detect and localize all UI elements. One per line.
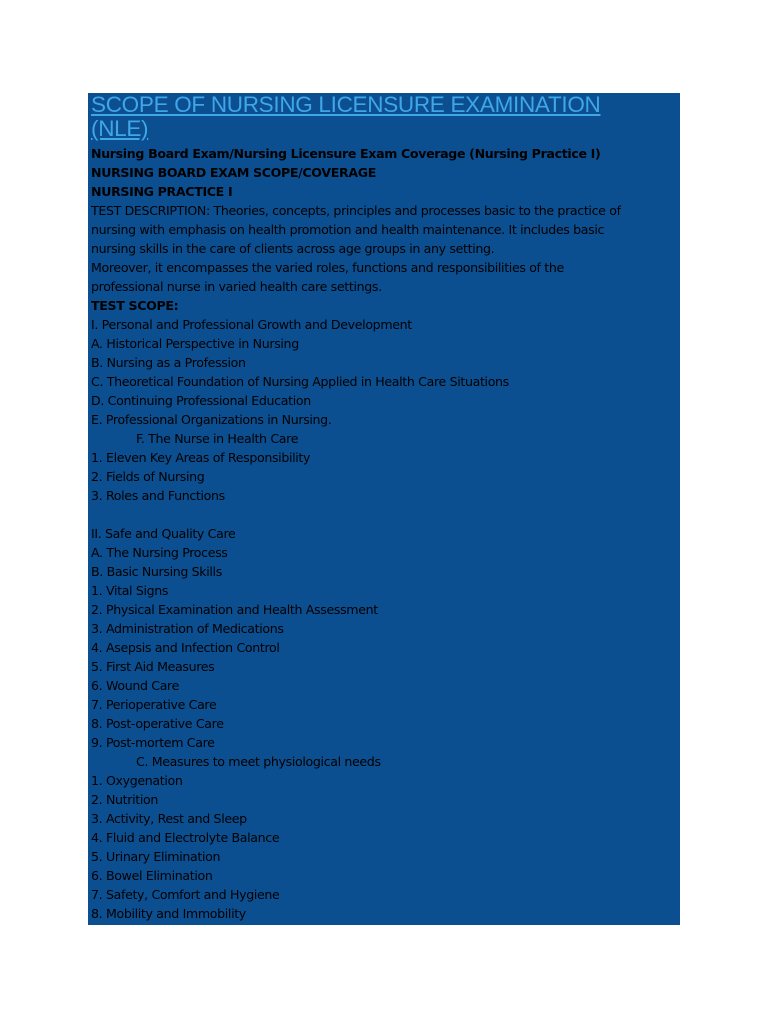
scope-heading: NURSING BOARD EXAM SCOPE/COVERAGE xyxy=(91,165,376,180)
list-item: 1. Oxygenation xyxy=(91,773,183,788)
description-line: nursing skills in the care of clients across age groups in any setting. xyxy=(91,241,495,256)
list-item: 1. Vital Signs xyxy=(91,583,169,598)
list-item: 8. Post-operative Care xyxy=(91,716,224,731)
title-line[interactable]: SCOPE OF NURSING LICENSURE EXAMINATION xyxy=(91,93,601,117)
list-item: 6. Bowel Elimination xyxy=(91,868,213,883)
list-item: 7. Perioperative Care xyxy=(91,697,217,712)
list-item: A. Historical Perspective in Nursing xyxy=(91,336,299,351)
test-scope-label: TEST SCOPE: xyxy=(91,298,179,313)
list-item: 2. Nutrition xyxy=(91,792,158,807)
section-personal-growth xyxy=(91,315,677,505)
list-item: D. Continuing Professional Education xyxy=(91,393,311,408)
list-item: 5. Urinary Elimination xyxy=(91,849,221,864)
blank-line xyxy=(91,505,677,524)
list-item: 6. Wound Care xyxy=(91,678,180,693)
section-safe-quality-care xyxy=(91,524,677,923)
coverage-heading: Nursing Board Exam/Nursing Licensure Exam Coverage (Nursing Practice I) xyxy=(91,146,601,161)
list-item: 7. Safety, Comfort and Hygiene xyxy=(91,887,280,902)
list-item: B. Nursing as a Profession xyxy=(91,355,246,370)
list-item: 4. Fluid and Electrolyte Balance xyxy=(91,830,280,845)
practice-heading: NURSING PRACTICE I xyxy=(91,184,233,199)
list-item: B. Basic Nursing Skills xyxy=(91,564,222,579)
list-item: E. Professional Organizations in Nursing. xyxy=(91,412,332,427)
content-panel xyxy=(88,93,680,925)
title-line[interactable]: (NLE) xyxy=(91,116,149,141)
description-line: professional nurse in varied health care settings. xyxy=(91,279,382,294)
description-line: TEST DESCRIPTION: Theories, concepts, principles and processes basic to the practice of xyxy=(91,203,621,218)
list-item: 3. Activity, Rest and Sleep xyxy=(91,811,247,826)
section-title: I. Personal and Professional Growth and Development xyxy=(91,317,412,332)
document-title-link[interactable] xyxy=(91,93,677,141)
list-item: 3. Administration of Medications xyxy=(91,621,284,636)
test-description xyxy=(91,201,677,296)
list-item: 3. Roles and Functions xyxy=(91,488,225,503)
sub-heading: F. The Nurse in Health Care xyxy=(136,431,299,446)
list-item: 1. Eleven Key Areas of Responsibility xyxy=(91,450,311,465)
section-title: II. Safe and Quality Care xyxy=(91,526,236,541)
description-line: nursing with emphasis on health promotion and health maintenance. It includes basic xyxy=(91,222,605,237)
list-item: 5. First Aid Measures xyxy=(91,659,215,674)
description-line: Moreover, it encompasses the varied roles, functions and responsibilities of the xyxy=(91,260,564,275)
list-item: 8. Mobility and Immobility xyxy=(91,906,246,921)
list-item: 9. Post-mortem Care xyxy=(91,735,215,750)
list-item: C. Theoretical Foundation of Nursing Applied in Health Care Situations xyxy=(91,374,509,389)
list-item: 4. Asepsis and Infection Control xyxy=(91,640,280,655)
list-item: A. The Nursing Process xyxy=(91,545,228,560)
list-item: 2. Physical Examination and Health Assessment xyxy=(91,602,378,617)
list-item: 2. Fields of Nursing xyxy=(91,469,205,484)
sub-heading: C. Measures to meet physiological needs xyxy=(136,754,381,769)
